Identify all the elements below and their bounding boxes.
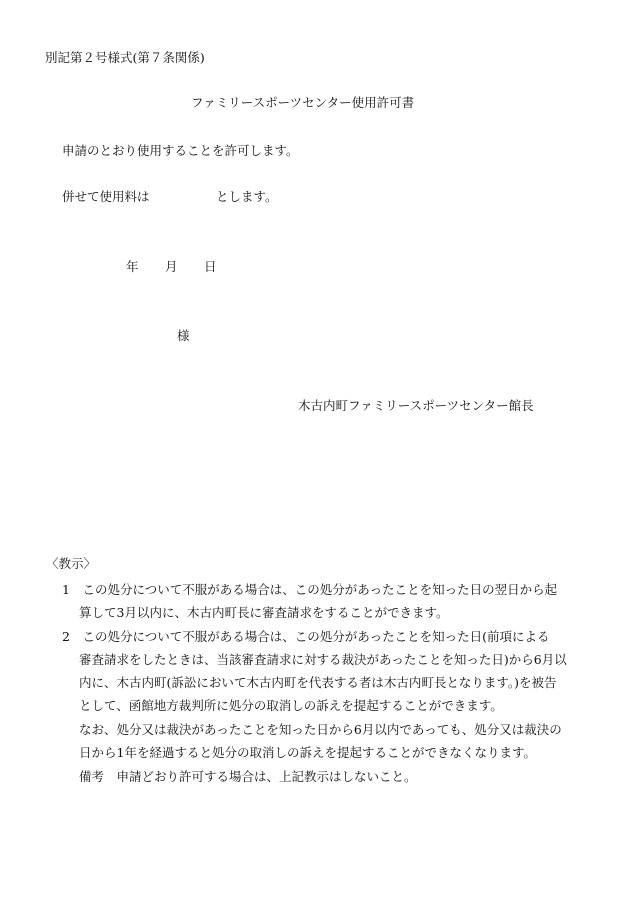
instruction-2-line: 内に、木古内町(訴訟において木古内町を代表する者は木古内町長となります。)を被告 [79,675,557,690]
remark-line: 備考 申請どおり許可する場合は、上記教示はしないこと。 [79,769,417,784]
issuer-title: 木古内町ファミリースポーツセンター館長 [298,398,534,413]
document-title: ファミリースポーツセンター使用許可書 [191,95,415,110]
instruction-2-line: 審査請求をしたときは、当該審査請求に対する裁決があったことを知った日)から6月以 [79,652,567,667]
instruction-2-line: として、函館地方裁判所に処分の取消しの訴えを提起することができます。 [79,698,503,713]
instruction-1-line: 1 この処分について不服がある場合は、この処分があったことを知った日の翌日から起 [62,582,558,597]
grant-statement: 申請のとおり使用することを許可します。 [62,143,299,158]
instruction-1-line: 算して3月以内に、木古内町長に審査請求をすることができます。 [79,605,449,620]
instruction-note-line: なお、処分又は裁決があったことを知った日から6月以内であっても、処分又は裁決の [79,722,562,737]
form-number-label: 別記第２号様式(第７条関係) [45,50,205,65]
addressee-honorific: 様 [177,328,190,343]
instruction-2-line: 2 この処分について不服がある場合は、この処分があったことを知った日(前項による [62,629,550,644]
date-month-label: 月 [165,259,178,274]
fee-suffix: とします。 [216,189,278,204]
date-year-label: 年 [126,259,139,274]
instructions-heading: 〈教示〉 [46,556,97,571]
instruction-note-line: 日から1年を経過すると処分の取消しの訴えを提起することができなくなります。 [79,745,536,760]
fee-prefix: 併せて使用料は [62,189,150,204]
date-day-label: 日 [204,259,217,274]
